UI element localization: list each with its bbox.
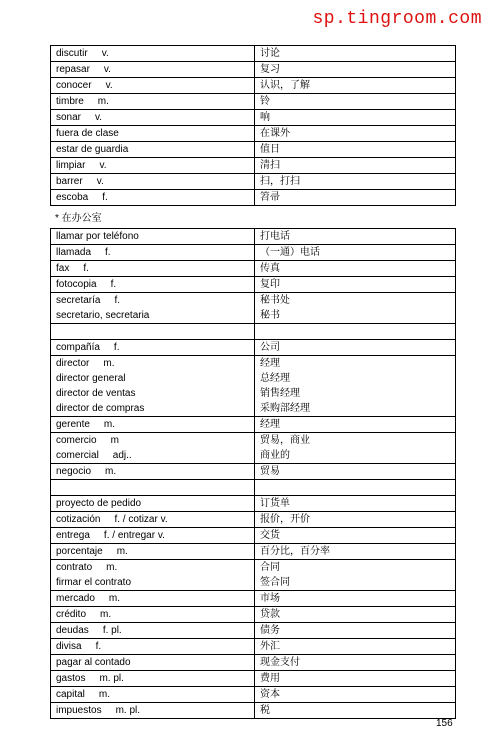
spanish-term (56, 464, 254, 479)
chinese-translation-cell (255, 245, 456, 261)
spanish-term (56, 277, 254, 292)
chinese-translation-cell (255, 528, 456, 544)
chinese-translation: 认识，了解 (260, 80, 310, 91)
spanish-term-cell (51, 417, 255, 433)
spanish-term-cell (51, 126, 255, 142)
table-row (51, 229, 456, 245)
chinese-translation: （一通）电话 (260, 247, 320, 258)
chinese-translation: 资本 (260, 689, 280, 700)
spanish-term (56, 703, 254, 718)
chinese-translation-cell (255, 94, 456, 110)
term-word: fotocopia (56, 279, 97, 290)
table-row (51, 190, 456, 206)
chinese-translation-cell (255, 46, 456, 62)
table-row (51, 46, 456, 62)
term-word: cotización (56, 514, 101, 525)
spanish-term-cell (51, 62, 255, 78)
spanish-term (56, 448, 254, 463)
chinese-translation-cell (255, 496, 456, 512)
chinese-translation-cell (255, 560, 456, 591)
part-of-speech: f. (102, 192, 108, 203)
part-of-speech: f. (110, 279, 117, 290)
spanish-term-cell (51, 324, 255, 340)
part-of-speech: v. (99, 160, 107, 171)
part-of-speech: v. (95, 112, 103, 123)
chinese-translation: 采购部经理 (260, 403, 310, 414)
table-row (51, 607, 456, 623)
term-word: director de ventas (56, 388, 136, 399)
chinese-translation-cell (255, 433, 456, 464)
table-row (51, 261, 456, 277)
spanish-term (56, 575, 254, 590)
table-row (51, 591, 456, 607)
spanish-term-cell (51, 46, 255, 62)
term-word: escoba (56, 192, 89, 203)
spanish-term-cell (51, 277, 255, 293)
spanish-term-cell (51, 340, 255, 356)
part-of-speech: v. (96, 176, 104, 187)
table-row (51, 277, 456, 293)
term-word: llamada (56, 247, 92, 258)
part-of-speech: v. (105, 80, 113, 91)
part-of-speech: adj.. (112, 450, 132, 461)
term-word: comercio (56, 435, 97, 446)
part-of-speech: m. (103, 419, 116, 430)
table-row (51, 496, 456, 512)
table-row (51, 62, 456, 78)
term-word: barrer (56, 176, 83, 187)
term-word: impuestos (56, 705, 102, 716)
table-row (51, 671, 456, 687)
term-word: compañía (56, 342, 100, 353)
part-of-speech: m. (103, 358, 115, 369)
spanish-term-cell (51, 229, 255, 245)
part-of-speech: m. (98, 689, 111, 700)
chinese-translation: 百分比，百分率 (260, 546, 330, 557)
chinese-translation-cell (255, 607, 456, 623)
spanish-term (56, 512, 254, 527)
chinese-translation-cell (255, 671, 456, 687)
chinese-translation-cell (255, 687, 456, 703)
term-word: sonar (56, 112, 82, 123)
chinese-translation: 贷款 (260, 609, 280, 620)
table-row (51, 623, 456, 639)
chinese-translation: 传真 (260, 263, 280, 274)
term-word: entrega (56, 530, 90, 541)
spanish-term (56, 687, 254, 702)
spanish-term (56, 261, 254, 276)
spanish-term (56, 433, 254, 448)
term-word: llamar por teléfono (56, 231, 139, 242)
spanish-term-cell (51, 464, 255, 480)
spanish-term (56, 110, 254, 125)
spanish-term-cell (51, 496, 255, 512)
chinese-translation-cell (255, 126, 456, 142)
chinese-translation: 外汇 (260, 641, 280, 652)
spanish-term (56, 623, 254, 638)
chinese-translation: 债务 (260, 625, 280, 636)
table-row (51, 544, 456, 560)
spanish-term (56, 158, 254, 173)
chinese-translation-cell (255, 544, 456, 560)
term-word: discutir (56, 48, 88, 59)
spanish-term (56, 591, 254, 606)
term-word: comercial (56, 450, 99, 461)
part-of-speech: m. (116, 546, 128, 557)
spanish-term (56, 340, 254, 355)
chinese-translation-cell (255, 356, 456, 417)
part-of-speech: f. / cotizar v. (114, 514, 168, 525)
chinese-translation-cell (255, 324, 456, 340)
chinese-translation: 市场 (260, 593, 280, 604)
vocab-table-office (50, 228, 456, 719)
spanish-term-cell (51, 142, 255, 158)
term-word: fuera de clase (56, 128, 119, 139)
section-title: * 在办公室 (55, 213, 102, 224)
table-row (51, 245, 456, 261)
spanish-term (56, 94, 254, 109)
chinese-translation-cell (255, 158, 456, 174)
spanish-term (56, 528, 254, 543)
chinese-translation-cell (255, 703, 456, 719)
chinese-translation: 商业的 (260, 450, 290, 461)
chinese-translation-cell (255, 340, 456, 356)
chinese-translation-cell (255, 261, 456, 277)
spanish-term-cell (51, 158, 255, 174)
table-row (51, 417, 456, 433)
term-word: director (56, 358, 90, 369)
table-row (51, 528, 456, 544)
chinese-translation-cell (255, 591, 456, 607)
term-word: porcentaje (56, 546, 103, 557)
chinese-translation-cell (255, 639, 456, 655)
table-row (51, 480, 456, 496)
part-of-speech: f. (113, 342, 120, 353)
chinese-translation: 秘书处 (260, 295, 290, 306)
table-row (51, 703, 456, 719)
chinese-translation: 总经理 (260, 373, 290, 384)
part-of-speech: m. (105, 466, 117, 477)
spanish-term-cell (51, 544, 255, 560)
chinese-translation: 合同 (260, 562, 280, 573)
term-word: capital (56, 689, 85, 700)
spanish-term (56, 544, 254, 559)
chinese-translation: 订货单 (260, 498, 290, 509)
chinese-translation-cell (255, 277, 456, 293)
spanish-term-cell (51, 78, 255, 94)
part-of-speech: f. (83, 263, 89, 274)
term-word: estar de guardia (56, 144, 129, 155)
spanish-term (56, 174, 254, 189)
term-word: crédito (56, 609, 87, 620)
chinese-translation: 笤帚 (260, 192, 280, 203)
chinese-translation-cell (255, 190, 456, 206)
part-of-speech: m. (108, 593, 121, 604)
table-row (51, 560, 456, 591)
spanish-term (56, 386, 254, 401)
spanish-term-cell (51, 190, 255, 206)
chinese-translation-cell (255, 142, 456, 158)
vocab-table-classroom (50, 45, 456, 206)
chinese-translation: 复习 (260, 64, 280, 75)
spanish-term-cell (51, 433, 255, 464)
chinese-translation-cell (255, 110, 456, 126)
spanish-term (56, 78, 254, 93)
part-of-speech: m. (100, 609, 112, 620)
spanish-term (56, 46, 254, 61)
chinese-translation: 经理 (260, 358, 280, 369)
chinese-translation: 铃 (260, 96, 270, 107)
part-of-speech: m. (106, 562, 118, 573)
table-row (51, 142, 456, 158)
spanish-term-cell (51, 528, 255, 544)
chinese-translation-cell (255, 229, 456, 245)
chinese-translation-cell (255, 480, 456, 496)
chinese-translation: 讨论 (260, 48, 280, 59)
term-word: gastos (56, 673, 86, 684)
chinese-translation: 打电话 (260, 231, 290, 242)
chinese-translation: 扫，打扫 (260, 176, 300, 187)
chinese-translation: 签合同 (260, 577, 290, 588)
chinese-translation-cell (255, 655, 456, 671)
table-row (51, 433, 456, 464)
chinese-translation-cell (255, 78, 456, 94)
spanish-term (56, 607, 254, 622)
term-word: proyecto de pedido (56, 498, 142, 509)
spanish-term (56, 356, 254, 371)
spanish-term-cell (51, 591, 255, 607)
table-row (51, 464, 456, 480)
chinese-translation: 报价，开价 (260, 514, 310, 525)
table-row (51, 78, 456, 94)
part-of-speech: f. pl. (102, 625, 122, 636)
table-row (51, 126, 456, 142)
spanish-term-cell (51, 607, 255, 623)
spanish-term (56, 126, 254, 141)
spanish-term (56, 293, 254, 308)
spanish-term-cell (51, 245, 255, 261)
term-word: director de compras (56, 403, 145, 414)
spanish-term (56, 417, 254, 432)
part-of-speech: m (110, 435, 119, 446)
spanish-term (56, 639, 254, 654)
chinese-translation: 贸易，商业 (260, 435, 310, 446)
term-word: repasar (56, 64, 90, 75)
spanish-term (56, 671, 254, 686)
spanish-term (56, 62, 254, 77)
spanish-term-cell (51, 261, 255, 277)
part-of-speech: f. (114, 295, 121, 306)
spanish-term (56, 308, 254, 323)
table-row (51, 324, 456, 340)
spanish-term-cell (51, 687, 255, 703)
chinese-translation: 在课外 (260, 128, 290, 139)
chinese-translation: 清扫 (260, 160, 280, 171)
spanish-term-cell (51, 655, 255, 671)
chinese-translation: 公司 (260, 342, 280, 353)
chinese-translation: 现金支付 (260, 657, 300, 668)
spanish-term (56, 560, 254, 575)
chinese-translation: 秘书 (260, 310, 280, 321)
term-word: pagar al contado (56, 657, 131, 668)
spanish-term-cell (51, 174, 255, 190)
spanish-term-cell (51, 671, 255, 687)
table-row (51, 110, 456, 126)
term-word: contrato (56, 562, 93, 573)
chinese-translation-cell (255, 174, 456, 190)
spanish-term-cell (51, 480, 255, 496)
table-row (51, 639, 456, 655)
term-word: firmar el contrato (56, 577, 132, 588)
part-of-speech: f. (105, 247, 111, 258)
spanish-term (56, 229, 254, 244)
term-word: deudas (56, 625, 89, 636)
table-row (51, 94, 456, 110)
term-word: secretario, secretaria (56, 310, 150, 321)
spanish-term-cell (51, 512, 255, 528)
table-row (51, 174, 456, 190)
term-word: director general (56, 373, 126, 384)
term-word: divisa (56, 641, 82, 652)
spanish-term-cell (51, 623, 255, 639)
spanish-term (56, 371, 254, 386)
spanish-term (56, 496, 254, 511)
chinese-translation: 税 (260, 705, 270, 716)
spanish-term-cell (51, 356, 255, 417)
term-word: timbre (56, 96, 84, 107)
spanish-term-cell (51, 110, 255, 126)
spanish-term (56, 190, 254, 205)
chinese-translation: 交货 (260, 530, 280, 541)
term-word: negocio (56, 466, 92, 477)
chinese-translation: 值日 (260, 144, 280, 155)
spanish-term-cell (51, 293, 255, 324)
chinese-translation: 贸易 (260, 466, 280, 477)
spanish-term-cell (51, 94, 255, 110)
part-of-speech: m. pl. (115, 705, 141, 716)
chinese-translation-cell (255, 417, 456, 433)
table-row (51, 356, 456, 417)
page-number: 156 (436, 718, 453, 729)
term-word: conocer (56, 80, 92, 91)
site-watermark: sp.tingroom.com (312, 9, 482, 29)
chinese-translation-cell (255, 512, 456, 528)
chinese-translation: 响 (260, 112, 270, 123)
chinese-translation: 复印 (260, 279, 280, 290)
table-row (51, 158, 456, 174)
term-word: secretaría (56, 295, 101, 306)
term-word: limpiar (56, 160, 86, 171)
term-word: gerente (56, 419, 90, 430)
part-of-speech: v. (103, 64, 111, 75)
chinese-translation: 销售经理 (260, 388, 300, 399)
chinese-translation: 经理 (260, 419, 280, 430)
term-word: mercado (56, 593, 95, 604)
spanish-term (56, 401, 254, 416)
table-row (51, 340, 456, 356)
chinese-translation-cell (255, 62, 456, 78)
chinese-translation-cell (255, 293, 456, 324)
part-of-speech: m. pl. (99, 673, 124, 684)
chinese-translation-cell (255, 623, 456, 639)
part-of-speech: f. / entregar v. (103, 530, 165, 541)
part-of-speech: m. (97, 96, 109, 107)
spanish-term-cell (51, 639, 255, 655)
term-word: fax (56, 263, 70, 274)
spanish-term-cell (51, 703, 255, 719)
spanish-term (56, 655, 254, 670)
chinese-translation: 费用 (260, 673, 280, 684)
table-row (51, 512, 456, 528)
spanish-term (56, 142, 254, 157)
part-of-speech: v. (101, 48, 109, 59)
spanish-term-cell (51, 560, 255, 591)
chinese-translation-cell (255, 464, 456, 480)
spanish-term (56, 245, 254, 260)
table-row (51, 655, 456, 671)
part-of-speech: f. (95, 641, 102, 652)
table-row (51, 293, 456, 324)
table-row (51, 687, 456, 703)
